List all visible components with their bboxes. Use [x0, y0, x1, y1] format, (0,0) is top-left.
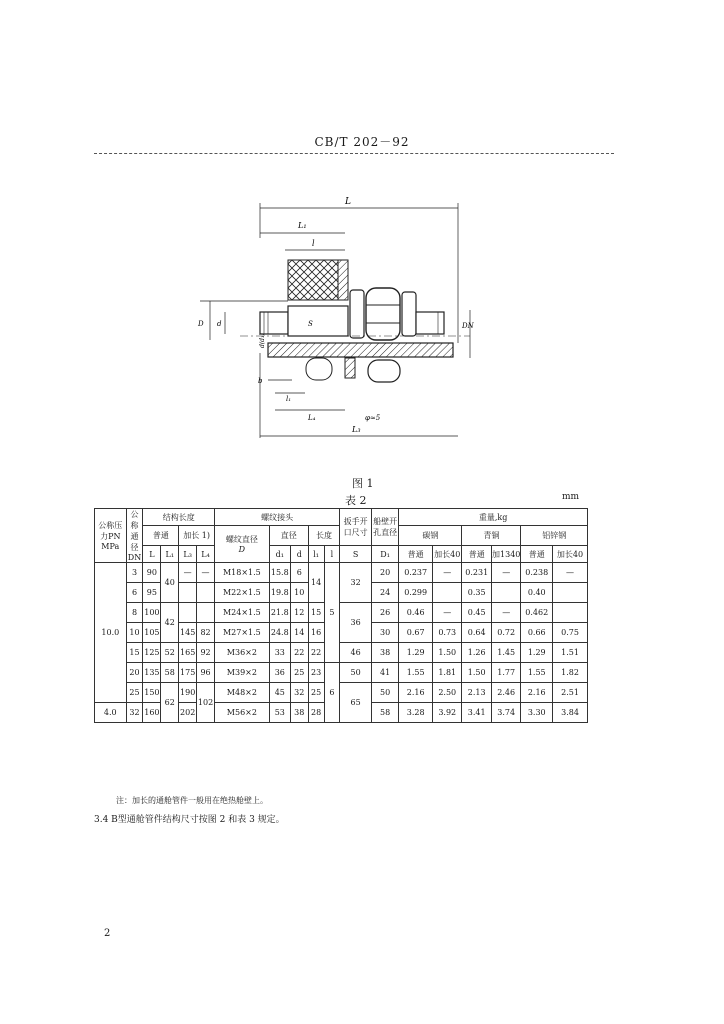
cell: 2.16: [399, 683, 433, 703]
cell: 52: [161, 643, 179, 663]
th-s-long: 加长40: [553, 546, 588, 563]
cell: [179, 603, 197, 623]
th-carbon: 碳钢: [399, 526, 462, 546]
dim-l: l: [312, 239, 315, 248]
cell: 202: [179, 703, 197, 723]
cell: 145: [179, 623, 197, 643]
table-row: [95, 603, 588, 623]
fitting-drawing: [180, 188, 480, 458]
clause-3-4: 3.4 B型通舱管件结构尺寸按图 2 和表 3 规定。: [94, 815, 285, 825]
th-L4: L₄: [197, 546, 215, 563]
dim-L1: L₁: [298, 221, 307, 230]
cell: 19.8: [269, 583, 290, 603]
cell: 0.35: [462, 583, 491, 603]
dim-D: D: [198, 320, 204, 328]
th-diameter: 直径: [269, 526, 308, 546]
cell: 58: [161, 663, 179, 683]
cell: 0.72: [491, 623, 520, 643]
cell: M22×1.5: [215, 583, 270, 603]
cell: 3.74: [491, 703, 520, 723]
th-normal: 普通: [143, 526, 179, 546]
cell: 175: [179, 663, 197, 683]
cell: [491, 583, 520, 603]
cell: 10: [290, 583, 308, 603]
th-D1: D₁: [371, 546, 398, 563]
cell: —: [491, 603, 520, 623]
label-S: S: [308, 320, 313, 328]
cell: 20: [371, 563, 398, 583]
cell: —: [197, 563, 215, 583]
cell: 1.55: [521, 663, 553, 683]
cell: —: [432, 603, 461, 623]
header-rule: [94, 153, 614, 154]
cell: 1.81: [432, 663, 461, 683]
cell: 190: [179, 683, 197, 703]
table-unit: mm: [562, 492, 580, 502]
dim-L: L: [345, 197, 351, 207]
cell: 21.8: [269, 603, 290, 623]
cell: 26: [371, 603, 398, 623]
cell: 3.28: [399, 703, 433, 723]
dim-phi: φ≈5: [365, 414, 381, 422]
th-b-plain: 普通: [462, 546, 491, 563]
table-row: [95, 563, 588, 583]
cell: [197, 583, 215, 603]
cell: 150: [143, 683, 161, 703]
cell: 12: [290, 603, 308, 623]
th-c-plain: 普通: [399, 546, 433, 563]
cell: 2.50: [432, 683, 461, 703]
cell: 14: [308, 563, 324, 603]
th-bronze: 青铜: [462, 526, 521, 546]
cell: [197, 603, 215, 623]
cell: 42: [161, 603, 179, 643]
cell: 3.92: [432, 703, 461, 723]
cell: 22: [308, 643, 324, 663]
table-title: 表 2: [345, 494, 367, 507]
cell: 135: [143, 663, 161, 683]
th-thread-joint: 螺纹接头: [215, 509, 340, 526]
cell: 1.45: [491, 643, 520, 663]
th-l: l: [324, 546, 340, 563]
th-length: 长度: [308, 526, 340, 546]
cell: —: [432, 563, 461, 583]
cell: 32: [340, 563, 372, 603]
cell: 36: [269, 663, 290, 683]
table-row: [95, 643, 588, 663]
cell: 0.238: [521, 563, 553, 583]
cell: 0.231: [462, 563, 491, 583]
cell: M24×1.5: [215, 603, 270, 623]
cell: 0.64: [462, 623, 491, 643]
cell: 5: [324, 563, 340, 663]
cell: 45: [269, 683, 290, 703]
cell: 8: [126, 603, 143, 623]
th-longer: 加长 1): [179, 526, 215, 546]
cell: 1.29: [521, 643, 553, 663]
cell: 92: [197, 643, 215, 663]
cell: 25: [308, 683, 324, 703]
th-mass: 重量,kg: [399, 509, 588, 526]
th-dn: 公称通径DN: [127, 510, 142, 562]
th-steel: 铝锌钢: [521, 526, 588, 546]
cell: 15.8: [269, 563, 290, 583]
dim-d: d: [217, 320, 222, 328]
th-hole: 船壁开孔直径: [371, 509, 398, 546]
cell: 23: [308, 663, 324, 683]
cell: 0.46: [399, 603, 433, 623]
cell: 0.75: [553, 623, 588, 643]
table-note: 注：加长的通舱管件一般用在绝热舱壁上。: [116, 796, 268, 805]
cell: 0.66: [521, 623, 553, 643]
cell: 32: [126, 703, 143, 723]
cell: 3: [126, 563, 143, 583]
cell: 0.67: [399, 623, 433, 643]
cell: 32: [290, 683, 308, 703]
table-row: [95, 683, 588, 703]
standard-header: CB/T 202－92: [314, 135, 410, 149]
cell: 3.30: [521, 703, 553, 723]
cell: —: [491, 563, 520, 583]
th-S: S: [340, 546, 372, 563]
th-L1: L₁: [161, 546, 179, 563]
cell: 1.82: [553, 663, 588, 683]
page-number: 2: [104, 928, 111, 939]
cell: M27×1.5: [215, 623, 270, 643]
dim-L3: L₃: [352, 425, 361, 434]
cell: 14: [290, 623, 308, 643]
cell: 165: [179, 643, 197, 663]
th-pn: 公称压力PN MPa: [95, 509, 127, 563]
cell: M48×2: [215, 683, 270, 703]
dim-L4: L₄: [308, 414, 316, 422]
cell: M39×2: [215, 663, 270, 683]
cell: 58: [371, 703, 398, 723]
cell-pn: 10.0: [95, 563, 127, 703]
th-b-long: 加1340: [491, 546, 520, 563]
cell: 24.8: [269, 623, 290, 643]
cell: M18×1.5: [215, 563, 270, 583]
cell: 38: [371, 643, 398, 663]
cell: 0.299: [399, 583, 433, 603]
dim-l1: l₁: [286, 395, 292, 403]
cell: [432, 583, 461, 603]
cell-pn: 4.0: [95, 703, 127, 723]
cell: 40: [161, 563, 179, 603]
cell: M56×2: [215, 703, 270, 723]
th-wrench: 扳手开口尺寸: [340, 509, 372, 546]
cell: 6: [126, 583, 143, 603]
th-L3: L₃: [179, 546, 197, 563]
th-d1: d₁: [269, 546, 290, 563]
cell: 0.462: [521, 603, 553, 623]
cell: 125: [143, 643, 161, 663]
cell: 90: [143, 563, 161, 583]
cell: 22: [290, 643, 308, 663]
cell: 95: [143, 583, 161, 603]
cell: 1.51: [553, 643, 588, 663]
cell: 3.41: [462, 703, 491, 723]
cell: 1.50: [432, 643, 461, 663]
cell: 105: [143, 623, 161, 643]
cell: 10: [126, 623, 143, 643]
cell: 6: [324, 663, 340, 723]
cell: 96: [197, 663, 215, 683]
cell: [179, 583, 197, 603]
cell: 46: [340, 643, 372, 663]
figure-caption: 图 1: [352, 477, 374, 490]
th-struct: 结构长度: [143, 509, 215, 526]
cell: 0.73: [432, 623, 461, 643]
dimensions-table: [94, 508, 588, 723]
dim-d-d1: d(d₁): [259, 333, 266, 348]
cell: 50: [371, 683, 398, 703]
th-thread-dia: 螺纹直径 D: [215, 526, 270, 563]
cell: 3.84: [553, 703, 588, 723]
cell: 102: [197, 683, 215, 723]
th-l1: l₁: [308, 546, 324, 563]
cell: 25: [290, 663, 308, 683]
cell: 1.50: [462, 663, 491, 683]
cell: 82: [197, 623, 215, 643]
cell: 25: [126, 683, 143, 703]
cell: 33: [269, 643, 290, 663]
cell: 30: [371, 623, 398, 643]
cell: M36×2: [215, 643, 270, 663]
table-row: [95, 663, 588, 683]
cell: —: [179, 563, 197, 583]
cell: 15: [126, 643, 143, 663]
figure-1: [180, 188, 480, 462]
cell: 41: [371, 663, 398, 683]
cell: 28: [308, 703, 324, 723]
cell: 53: [269, 703, 290, 723]
cell: 65: [340, 683, 372, 723]
th-c-long: 加长40: [432, 546, 461, 563]
cell: 1.29: [399, 643, 433, 663]
cell: 1.77: [491, 663, 520, 683]
cell: 0.237: [399, 563, 433, 583]
cell: 1.55: [399, 663, 433, 683]
th-d: d: [290, 546, 308, 563]
cell: 16: [308, 623, 324, 643]
th-L: L: [143, 546, 161, 563]
dim-DN: DN: [462, 322, 474, 330]
cell: 62: [161, 683, 179, 723]
cell: 2.46: [491, 683, 520, 703]
cell: [553, 583, 588, 603]
cell: 2.13: [462, 683, 491, 703]
cell: 24: [371, 583, 398, 603]
cell: 36: [340, 603, 372, 643]
cell: 2.16: [521, 683, 553, 703]
cell: 15: [308, 603, 324, 623]
cell: 38: [290, 703, 308, 723]
cell: 100: [143, 603, 161, 623]
th-s-plain: 普通: [521, 546, 553, 563]
cell: 160: [143, 703, 161, 723]
cell: —: [553, 563, 588, 583]
dim-b: b: [258, 377, 263, 385]
cell: [553, 603, 588, 623]
cell: 6: [290, 563, 308, 583]
cell: 1.26: [462, 643, 491, 663]
cell: 20: [126, 663, 143, 683]
cell: 2.51: [553, 683, 588, 703]
cell: 0.40: [521, 583, 553, 603]
cell: 0.45: [462, 603, 491, 623]
cell: 50: [340, 663, 372, 683]
